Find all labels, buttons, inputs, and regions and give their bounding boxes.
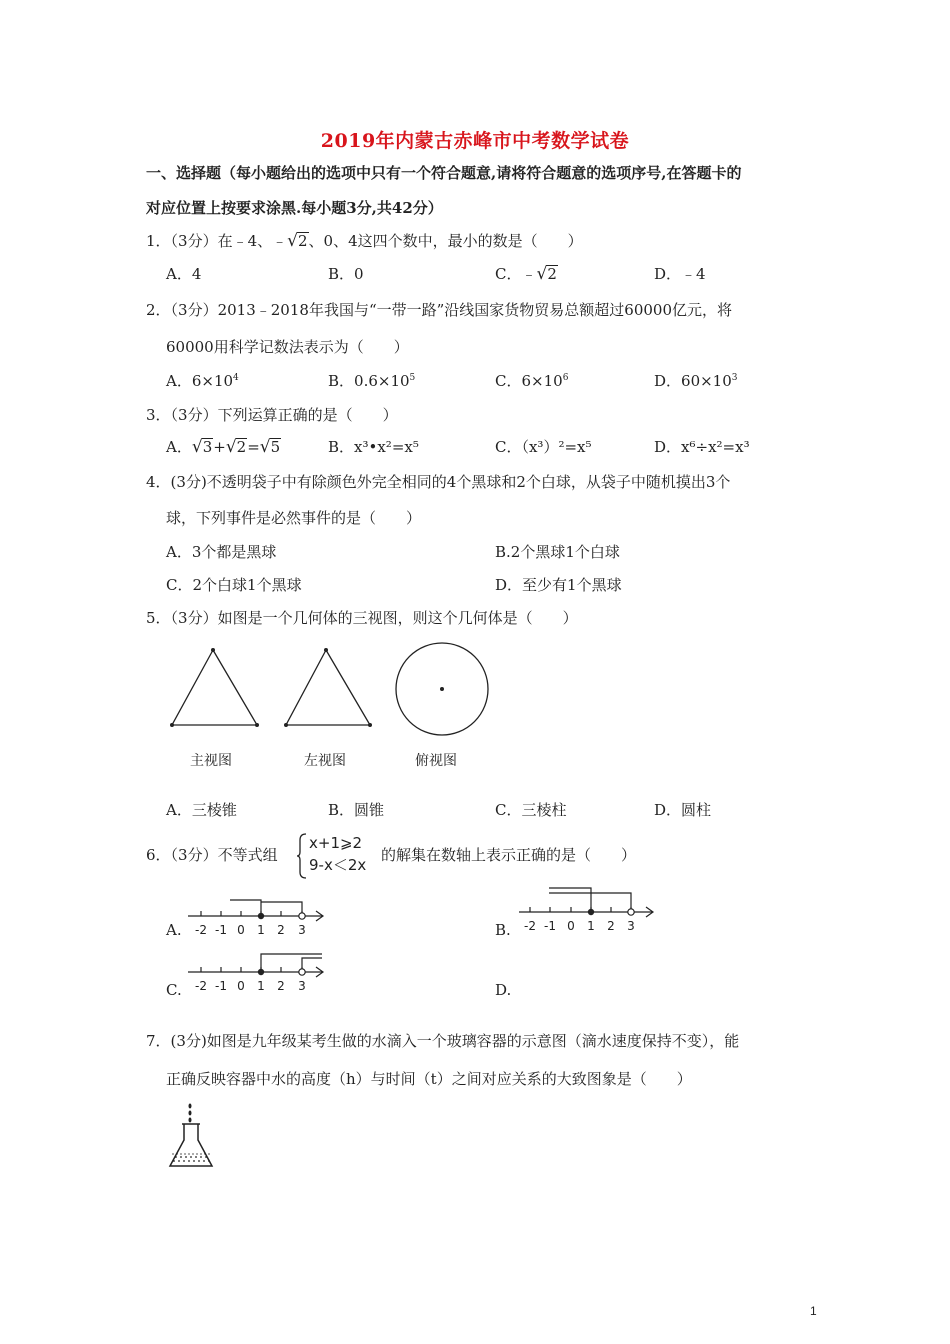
question-2-stem-line2: 60000用科学记数法表示为（ ） xyxy=(166,338,409,356)
question-1-stem xyxy=(146,231,583,251)
inequality-1: x+1⩾2 xyxy=(309,834,363,852)
water-fill xyxy=(173,1156,210,1162)
option-text: C．﹣ xyxy=(495,265,537,283)
sqrt-icon: √ xyxy=(191,437,203,457)
q1-option-c[interactable] xyxy=(495,264,558,284)
q1-option-b[interactable]: B．0 xyxy=(328,265,364,283)
q4-option-a[interactable]: A．3个都是黑球 xyxy=(166,543,277,561)
option-text: A．6×10 xyxy=(166,372,234,390)
operator: = xyxy=(247,438,260,456)
stem-text: 如图是九年级某考生做的水滴入一个玻璃容器的示意图（滴水速度保持不变），能 xyxy=(206,1032,740,1050)
question-5-stem xyxy=(146,608,578,628)
question-4-stem-line2: 球，下列事件是必然事件的是（ ） xyxy=(166,509,422,527)
water-drop-icon xyxy=(189,1111,192,1116)
glass-container-figure xyxy=(164,1100,220,1172)
brace-icon xyxy=(296,832,308,880)
stem-text: 如图是一个几何体的三视图，则这个几何体是（ ） xyxy=(217,609,578,627)
radicand: 2 xyxy=(297,232,308,250)
q3-option-d[interactable]: D．x⁶÷x²=x³ xyxy=(654,438,750,456)
question-score: (3分) xyxy=(170,473,207,491)
q4-option-b[interactable]: B.2个黑球1个白球 xyxy=(495,543,620,561)
tick-label: 3 xyxy=(298,979,306,993)
question-number: 1． xyxy=(146,232,171,250)
stem-text: 2013﹣2018年我国与“一带一路”沿线国家货物贸易总额超过60000亿元，将 xyxy=(217,301,732,319)
tick-label: 0 xyxy=(237,923,245,937)
stem-text: 、0、4这四个数中，最小的数是（ ） xyxy=(308,232,583,250)
tick-label: -1 xyxy=(215,979,227,993)
question-number: 6． xyxy=(146,846,171,864)
exponent: 4 xyxy=(233,373,239,383)
tick-label: 2 xyxy=(277,923,285,937)
tick-label: -2 xyxy=(195,979,207,993)
q6-option-a-label[interactable]: A. xyxy=(166,921,182,939)
stem-text: 下列运算正确的是（ ） xyxy=(217,406,398,424)
tick-label: 3 xyxy=(298,923,306,937)
question-score: (3分) xyxy=(170,1032,207,1050)
q3-option-b[interactable]: B．x³•x²=x⁵ xyxy=(328,438,419,456)
question-score: （3分） xyxy=(170,406,218,424)
question-6-stem-prefix xyxy=(146,845,278,865)
q2-option-c[interactable] xyxy=(495,371,568,391)
exponent: 3 xyxy=(731,373,738,383)
option-label: A． xyxy=(166,438,192,456)
axis-tick-labels xyxy=(195,923,306,937)
tick-label: -1 xyxy=(544,919,556,933)
number-line-a[interactable] xyxy=(186,892,336,940)
front-view-triangle xyxy=(172,650,257,725)
question-2-stem-line1 xyxy=(146,300,732,320)
front-view-caption: 主视图 xyxy=(190,753,232,769)
question-number: 7． xyxy=(146,1032,171,1050)
exponent: 5 xyxy=(409,373,416,383)
q6-option-c-label[interactable]: C. xyxy=(166,981,182,999)
tick-label: 3 xyxy=(627,919,635,933)
q2-option-b[interactable] xyxy=(328,371,415,391)
question-7-stem-line1 xyxy=(146,1031,739,1051)
question-score: （3分） xyxy=(170,846,218,864)
tick-label: -2 xyxy=(195,923,207,937)
stem-text: 不等式组 xyxy=(217,846,278,864)
question-score: （3分） xyxy=(170,232,218,250)
inequality-system xyxy=(309,832,366,876)
exponent: 6 xyxy=(562,373,569,383)
sqrt-icon: √ xyxy=(259,437,271,457)
sqrt-icon: √ xyxy=(536,264,548,284)
option-text: C．6×10 xyxy=(495,372,563,390)
question-number: 5． xyxy=(146,609,171,627)
three-views-figure xyxy=(160,640,500,740)
tick-label: 1 xyxy=(257,923,265,937)
axis-tick-labels xyxy=(195,979,306,993)
radicand: 2 xyxy=(236,438,247,456)
axis-tick-labels xyxy=(524,919,635,933)
q5-option-c[interactable]: C．三棱柱 xyxy=(495,801,567,819)
q3-option-a[interactable] xyxy=(166,437,281,457)
q6-option-d-label[interactable]: D. xyxy=(495,981,512,999)
operator: + xyxy=(213,438,226,456)
radicand: 5 xyxy=(270,438,281,456)
q2-option-a[interactable] xyxy=(166,371,239,391)
radicand: 2 xyxy=(547,265,557,283)
water-drop-icon xyxy=(189,1118,192,1123)
q5-option-a[interactable]: A．三棱锥 xyxy=(166,801,237,819)
side-view-triangle xyxy=(286,650,370,725)
number-line-c[interactable] xyxy=(186,950,336,996)
tick-label: -2 xyxy=(524,919,536,933)
circle-center-dot xyxy=(440,687,444,691)
question-number: 3． xyxy=(146,406,171,424)
water-drop-icon xyxy=(189,1104,192,1109)
tick-label: 2 xyxy=(607,919,615,933)
number-line-b[interactable] xyxy=(515,884,665,936)
flask-outline xyxy=(170,1124,212,1166)
q5-option-b[interactable]: B．圆锥 xyxy=(328,801,385,819)
question-score: （3分） xyxy=(170,301,218,319)
q4-option-c[interactable]: C．2个白球1个黑球 xyxy=(166,576,302,594)
stem-text: 不透明袋子中有除颜色外完全相同的4个黑球和2个白球，从袋子中随机摸出3个 xyxy=(206,473,731,491)
tick-label: 2 xyxy=(277,979,285,993)
option-text: B．0.6×10 xyxy=(328,372,410,390)
tick-label: 1 xyxy=(257,979,265,993)
option-text: D．60×10 xyxy=(654,372,732,390)
sqrt-icon: √ xyxy=(225,437,237,457)
q3-option-c[interactable]: C．（x³）²=x⁵ xyxy=(495,438,592,456)
side-view-caption: 左视图 xyxy=(304,753,346,769)
stem-text: 在﹣4、﹣ xyxy=(217,232,288,250)
q1-option-a[interactable]: A．4 xyxy=(166,265,202,283)
q6-option-b-label[interactable]: B. xyxy=(495,921,511,939)
tick-label: -1 xyxy=(215,923,227,937)
question-4-stem-line1 xyxy=(146,472,730,492)
question-number: 4． xyxy=(146,473,171,491)
top-view-caption: 俯视图 xyxy=(415,753,457,769)
page-number: 1 xyxy=(810,1304,817,1318)
question-number: 2． xyxy=(146,301,171,319)
tick-label: 0 xyxy=(567,919,575,933)
section-heading-line2: 对应位置上按要求涂黑.每小题3分,共42分） xyxy=(146,199,443,217)
question-7-stem-line2: 正确反映容器中水的高度（h）与时间（t）之间对应关系的大致图象是（ ） xyxy=(166,1070,692,1088)
tick-label: 1 xyxy=(587,919,595,933)
question-6-stem-suffix: 的解集在数轴上表示正确的是（ ） xyxy=(381,846,637,864)
q5-option-d[interactable]: D．圆柱 xyxy=(654,801,712,819)
question-score: （3分） xyxy=(170,609,218,627)
q2-option-d[interactable] xyxy=(654,371,738,391)
section-heading-line1: 一、选择题（每小题给出的选项中只有一个符合题意,请将符合题意的选项序号,在答题卡的 xyxy=(146,164,742,182)
q4-option-d[interactable]: D．至少有1个黑球 xyxy=(495,576,622,594)
sqrt-icon: √ xyxy=(287,231,298,251)
q1-option-d[interactable]: D．﹣4 xyxy=(654,265,706,283)
page-title: 2019年内蒙古赤峰市中考数学试卷 xyxy=(320,130,630,152)
radicand: 3 xyxy=(202,438,213,456)
tick-label: 0 xyxy=(237,979,245,993)
inequality-2: 9-x＜2x xyxy=(309,856,367,874)
question-3-stem xyxy=(146,405,398,425)
